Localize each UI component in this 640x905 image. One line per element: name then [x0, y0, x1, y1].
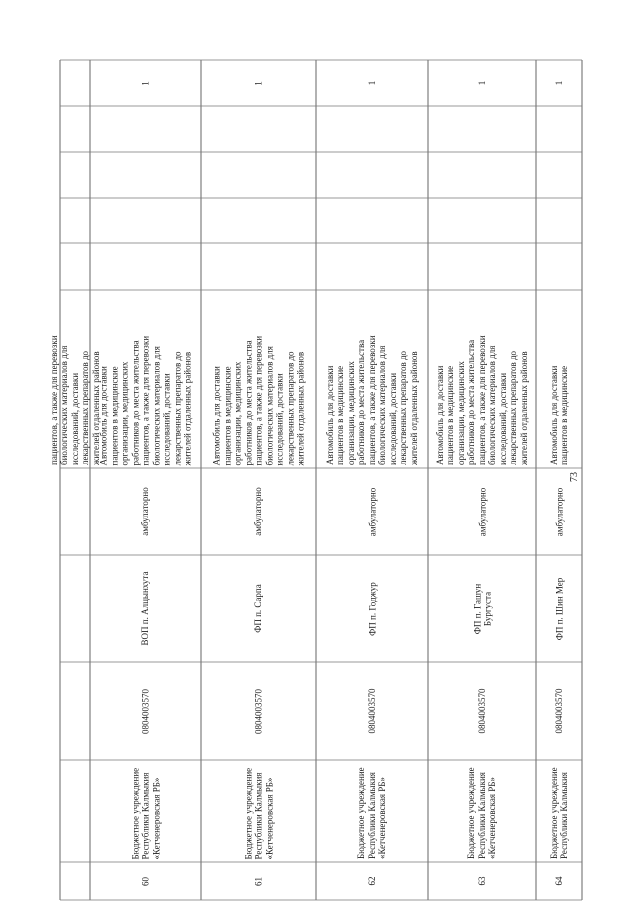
cell-text: амбулаторно — [553, 487, 564, 536]
cell-text: 60 — [140, 876, 151, 886]
cell-text: исследований, доставки — [161, 372, 172, 465]
cell-num — [201, 862, 316, 900]
cell-text: 1 — [366, 80, 377, 86]
cell-num — [316, 862, 428, 900]
cell-unit — [201, 555, 316, 662]
cell-org — [316, 760, 428, 862]
cell-text: биологических материалов для — [59, 345, 70, 465]
cell-text: Бургуста — [482, 591, 492, 626]
cell-num — [536, 862, 582, 900]
cell-code — [428, 662, 536, 760]
cell-text: амбулаторно — [140, 487, 151, 536]
cell-type — [316, 468, 428, 555]
cell-text: Бюджетное учреждение — [466, 767, 477, 859]
cell-text: биологических материалов для — [263, 345, 274, 465]
page-number: 73 — [569, 472, 580, 482]
cell-text: работников до места жительства — [466, 339, 477, 465]
cell-text: организации, медицинских — [119, 361, 130, 465]
cell-code — [90, 662, 201, 760]
cell-text: биологических материалов для — [150, 345, 161, 465]
cell-text: организации, медицинских — [345, 361, 356, 465]
cell-text: лекарственных препаратов до — [284, 350, 295, 465]
cell-text: жителей отдаленных районов — [408, 351, 419, 465]
cell-org — [90, 760, 201, 862]
cell-unit — [536, 555, 582, 662]
cell-text: исследований, доставки — [497, 372, 508, 465]
cell-text: пациентов, а также для перевозки — [48, 335, 59, 465]
cell-text: 0804003570 — [476, 688, 487, 734]
cell-text: «Кетченеровская РБ» — [150, 777, 161, 859]
cell-text: Автомобиль для доставки — [324, 365, 335, 465]
cell-org — [428, 760, 536, 862]
cell-num — [428, 862, 536, 900]
cell-text: лекарственных препаратов до — [508, 350, 519, 465]
cell-text: работников до места жительства — [356, 339, 367, 465]
cell-text: жителей отдаленных районов — [90, 351, 101, 465]
cell-text: амбулаторно — [253, 487, 264, 536]
cell-text: жителей отдаленных районов — [518, 351, 529, 465]
cell-purpose — [428, 290, 536, 468]
cell-text: пациентов в медицинские — [108, 365, 119, 465]
cell-text: 0804003570 — [140, 688, 151, 734]
cell-text: 1 — [553, 80, 564, 86]
cell-text: Автомобиль для доставки — [548, 365, 559, 465]
cell-text: лекарственных препаратов до — [171, 350, 182, 465]
cell-text: ФП п. Годжур — [366, 581, 377, 636]
cell-text: пациентов в медицинские — [559, 365, 569, 465]
cell-org — [201, 760, 316, 862]
cell-org — [536, 760, 582, 862]
cell-text: биологических материалов для — [377, 345, 388, 465]
cell-text: работников до места жительства — [242, 339, 253, 465]
cell-qty — [428, 60, 536, 106]
cell-text: исследований, доставки — [274, 372, 285, 465]
cell-text: биологических материалов для — [487, 345, 498, 465]
cell-unit — [90, 555, 201, 662]
cell-text: Бюджетное учреждение — [548, 767, 559, 859]
cell-text: 0804003570 — [366, 688, 377, 734]
cell-text: ВОП п. Алцынхута — [140, 571, 151, 646]
cell-text: Республики Калмыкия — [140, 772, 151, 859]
cell-text: пациентов в медицинские — [445, 365, 456, 465]
cell-text: Автомобиль для доставки — [98, 365, 109, 465]
cell-text: организации, медицинских — [232, 361, 243, 465]
cell-text: 1 — [140, 80, 151, 86]
cell-text: пациентов в медицинские — [221, 365, 232, 465]
cell-text: амбулаторно — [476, 487, 487, 536]
cell-num — [90, 862, 201, 900]
cell-text: лекарственных препаратов до — [80, 350, 91, 465]
cell-text: Республики Калмыкия — [253, 772, 264, 859]
cell-unit — [428, 555, 536, 662]
cell-text: жителей отдаленных районов — [182, 351, 193, 465]
cell-purpose — [48, 290, 101, 468]
cell-purpose — [536, 290, 582, 468]
cell-code — [536, 662, 582, 760]
cell-text: пациентов, а также для перевозки — [476, 335, 487, 465]
cell-text: ФП п. Гашун — [471, 583, 482, 634]
cell-code — [201, 662, 316, 760]
cell-text: 62 — [366, 876, 377, 886]
cell-type — [90, 468, 201, 555]
cell-text: «Кетченеровская РБ» — [377, 777, 388, 859]
cell-text: 63 — [476, 876, 487, 886]
cell-unit — [316, 555, 428, 662]
cell-text: пациентов, а также для перевозки — [140, 335, 151, 465]
cell-text: Автомобиль для доставки — [434, 365, 445, 465]
cell-text: исследований, доставки — [69, 372, 80, 465]
cell-qty — [90, 60, 201, 106]
cell-text: ФП п. Шин Мер — [553, 577, 564, 640]
cell-text: лекарственных препаратов до — [398, 350, 409, 465]
cell-text: 61 — [253, 876, 264, 886]
cell-text: Бюджетное учреждение — [356, 767, 367, 859]
cell-qty — [536, 60, 582, 106]
cell-text: ФП п. Сарпа — [253, 584, 264, 633]
cell-text: пациентов, а также для перевозки — [366, 335, 377, 465]
cell-text: Бюджетное учреждение — [242, 767, 253, 859]
cell-text: амбулаторно — [366, 487, 377, 536]
cell-text: 0804003570 — [553, 688, 564, 734]
cell-code — [316, 662, 428, 760]
cell-text: Республики Калмыкия — [366, 772, 377, 859]
cell-text: жителей отдаленных районов — [295, 351, 306, 465]
cell-purpose — [316, 290, 428, 468]
cell-text: 64 — [553, 876, 564, 886]
cell-text: Бюджетное учреждение — [129, 767, 140, 859]
cell-text: Республики Калмыкия — [559, 772, 569, 859]
cell-type — [201, 468, 316, 555]
cell-qty — [201, 60, 316, 106]
cell-qty — [316, 60, 428, 106]
cell-text: организации, медицинских — [455, 361, 466, 465]
cell-text: «Кетченеровская РБ» — [487, 777, 498, 859]
cell-text: Автомобиль для доставки — [211, 365, 222, 465]
cell-text: исследований, доставки — [387, 372, 398, 465]
cell-text: 1 — [253, 80, 264, 86]
cell-purpose — [201, 290, 316, 468]
cell-text: пациентов, а также для перевозки — [253, 335, 264, 465]
cell-type — [428, 468, 536, 555]
cell-text: 0804003570 — [253, 688, 264, 734]
cell-text: «Кетченеровская РБ» — [263, 777, 274, 859]
cell-purpose — [90, 290, 201, 468]
cell-text: Республики Калмыкия — [476, 772, 487, 859]
cell-text: 1 — [476, 80, 487, 86]
cell-text: работников до места жительства — [129, 339, 140, 465]
cell-text: пациентов в медицинские — [335, 365, 346, 465]
